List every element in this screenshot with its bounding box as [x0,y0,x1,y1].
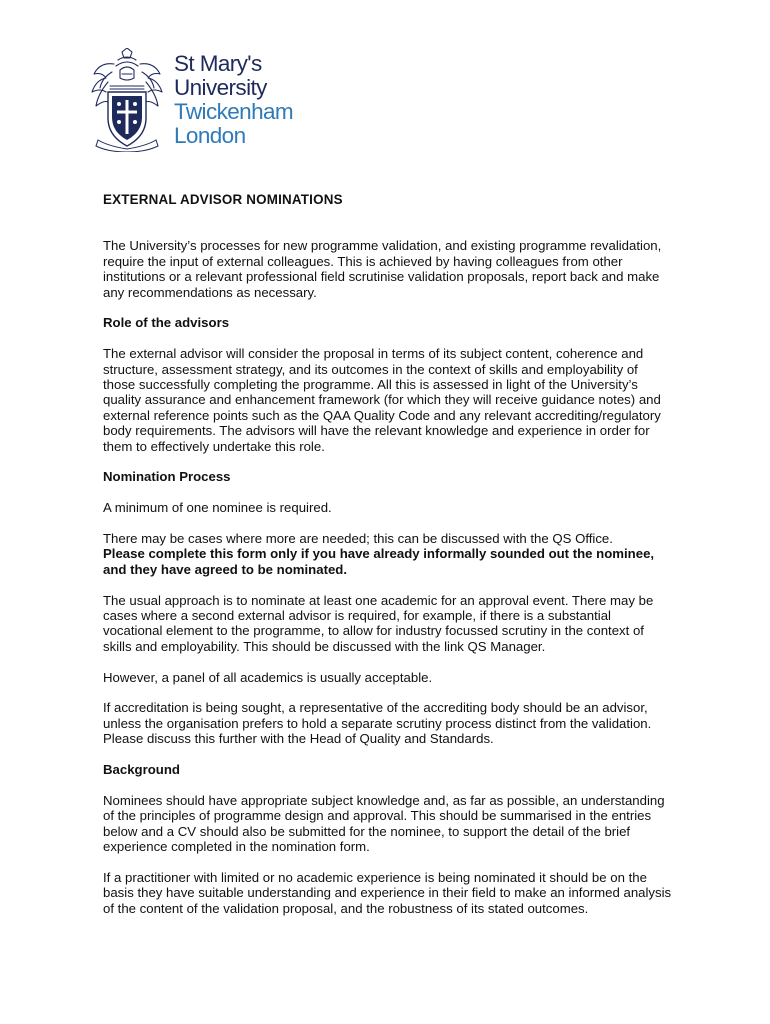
nomination-bold-notice: Please complete this form only if you have already informally sounded out the nominee, and they have agreed to be nominated. [103,546,655,577]
document-body [103,192,673,932]
nomination-minimum-paragraph: A minimum of one nominee is required. [103,500,332,516]
background-paragraph: Nominees should have appropriate subject knowledge and, as far as possible, an understanding of the principles of programme design and approval. This should be summarised in the entries below and a CV should also be submitted for the nominee, to support the detail of the brief experience completed in the nomination form. [103,792,665,855]
wordmark-line-2: University [174,75,267,100]
university-wordmark [174,52,293,148]
role-paragraph: The external advisor will consider the proposal in terms of its subject content, coherence and structure, assessment strategy, and its outcomes in the context of skills and employability of those successfully completing the programme. All this is assessed in light of the University’s quality assurance and enhancement framework (for which they will receive guidance notes) and external reference points such as the QAA Quality Code and any relevant accrediting/regulatory body requirements. The advisors will have the relevant knowledge and experience in order for them to effectively undertake this role. [103,346,661,454]
university-crest-icon [88,48,166,152]
nomination-accreditation-paragraph: If accreditation is being sought, a representative of the accrediting body should be an advisor, unless the organisation prefers to hold a separate scrutiny process distinct from the validation. Please discuss this further with the Head of Quality and Standards. [103,700,652,747]
page-title: EXTERNAL ADVISOR NOMINATIONS [103,192,343,207]
nomination-heading: Nomination Process [103,469,231,485]
wordmark-line-4: London [174,123,246,148]
nomination-approach-paragraph: The usual approach is to nominate at least one academic for an approval event. There may be cases where a second external advisor is required, for example, if there is a substantial vocational element to the programme, to allow for industry focussed scrutiny in the context of skills and employability. This should be discussed with the link QS Manager. [103,592,654,654]
wordmark-line-1: St Mary's [174,51,262,76]
nomination-panel-paragraph: However, a panel of all academics is usually acceptable. [103,669,433,685]
background-heading: Background [103,762,180,778]
nomination-cases-text: There may be cases where more are needed; this can be discussed with the QS Office. [103,531,613,547]
practitioner-paragraph: If a practitioner with limited or no academic experience is being nominated it should be on the basis they have suitable understanding and experience in their field to make an informed analysis of the content of the validation proposal, and the robustness of its stated outcomes. [103,869,672,916]
wordmark-line-3: Twickenham [174,99,294,124]
university-logo [88,48,318,154]
intro-paragraph: The University’s processes for new programme validation, and existing programme revalidation, require the input of external colleagues. This is achieved by having colleagues from other institutions or a relevant professional field scrutinise validation proposals, report back and make any recommendations as necessary. [103,238,662,300]
role-heading: Role of the advisors [103,315,230,331]
nomination-cases-paragraph [103,531,673,577]
